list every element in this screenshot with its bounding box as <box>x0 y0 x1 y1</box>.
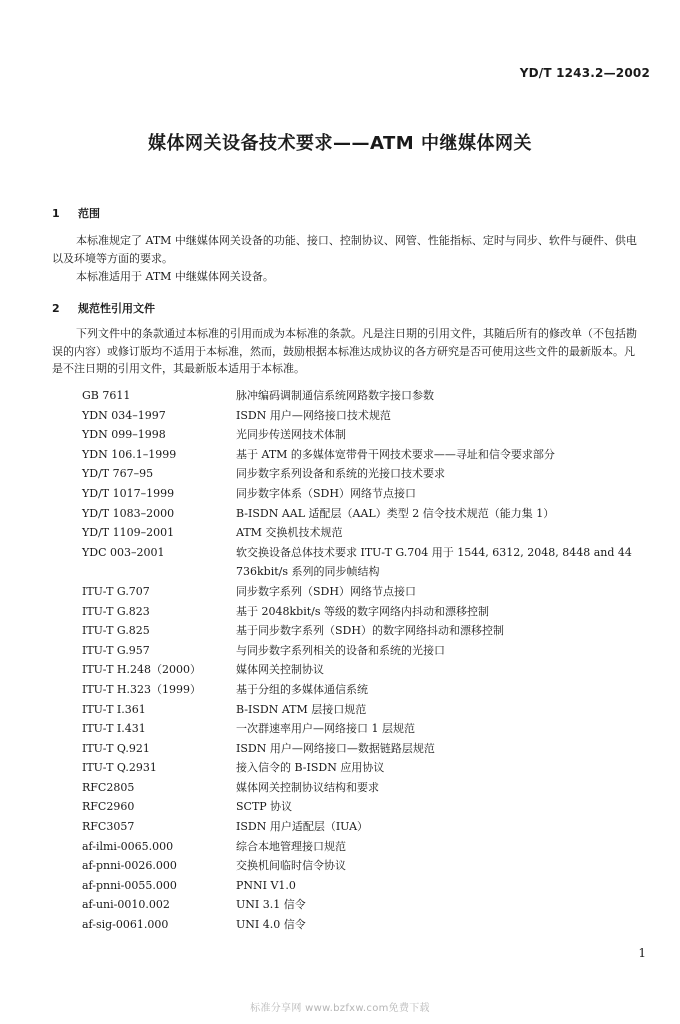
section-1-title: 范围 <box>78 207 100 220</box>
reference-code: ITU-T I.361 <box>82 702 146 716</box>
reference-title: 媒体网关控制协议 <box>236 663 324 677</box>
page-number: 1 <box>638 946 646 960</box>
reference-title: B-ISDN AAL 适配层（AAL）类型 2 信令技术规范（能力集 1） <box>236 506 555 520</box>
reference-title: 交换机间临时信令协议 <box>236 859 346 873</box>
reference-item <box>82 915 652 935</box>
reference-item <box>82 543 652 582</box>
reference-code: af-ilmi-0065.000 <box>82 839 174 853</box>
reference-item <box>82 445 652 465</box>
section-1-paragraph-2 <box>52 268 644 286</box>
reference-item <box>82 739 652 759</box>
section-2-paragraph-1-text: 下列文件中的条款通过本标准的引用而成为本标准的条款。凡是注日期的引用文件，其随后所有的修改单（不包括勘误的内容）或修订版均不适用于本标准，然而，鼓励根据本标准达成协议的各方研究是否可使用这些文件的最新版本。凡是不注日期的引用文件，其最新版本适用于本标准。 <box>52 327 637 375</box>
reference-title: 光同步传送网技术体制 <box>236 428 346 442</box>
reference-item <box>82 504 652 524</box>
reference-item <box>82 680 652 700</box>
reference-item <box>82 856 652 876</box>
reference-item <box>82 817 652 837</box>
reference-item <box>82 406 652 426</box>
reference-title: UNI 4.0 信令 <box>236 918 306 932</box>
reference-title: 基于 2048kbit/s 等级的数字网络内抖动和漂移控制 <box>236 604 489 618</box>
section-1-heading <box>52 205 100 221</box>
reference-code: YD/T 1017–1999 <box>82 486 175 500</box>
reference-item <box>82 621 652 641</box>
reference-item <box>82 386 652 406</box>
reference-item <box>82 778 652 798</box>
reference-code: ITU-T G.707 <box>82 584 150 598</box>
reference-item <box>82 641 652 661</box>
reference-code: RFC3057 <box>82 820 135 834</box>
reference-item <box>82 523 652 543</box>
reference-title: PNNI V1.0 <box>236 878 296 892</box>
reference-item <box>82 660 652 680</box>
reference-item <box>82 425 652 445</box>
reference-title: 基于同步数字系列（SDH）的数字网络抖动和漂移控制 <box>236 624 504 638</box>
reference-title: 与同步数字系列相关的设备和系统的光接口 <box>236 643 445 657</box>
reference-title: 综合本地管理接口规范 <box>236 839 346 853</box>
reference-item <box>82 895 652 915</box>
section-2-heading <box>52 300 155 316</box>
reference-item <box>82 602 652 622</box>
reference-code: af-sig-0061.000 <box>82 918 169 932</box>
reference-code: af-pnni-0026.000 <box>82 859 177 873</box>
reference-item <box>82 464 652 484</box>
reference-code: YD/T 767–95 <box>82 467 154 481</box>
reference-item <box>82 700 652 720</box>
reference-code: ITU-T H.248（2000） <box>82 663 201 677</box>
reference-code: YDN 106.1–1999 <box>82 447 177 461</box>
reference-code: ITU-T I.431 <box>82 722 146 736</box>
reference-code: af-uni-0010.002 <box>82 898 170 912</box>
reference-title: 软交换设备总体技术要求 ITU-T G.704 用于 1544, 6312, 2048, 8448 and 44 736kbit/s 系列的同步帧结构 <box>236 545 632 579</box>
section-1-paragraph-2-text: 本标准适用于 ATM 中继媒体网关设备。 <box>76 270 274 283</box>
reference-title: 基于分组的多媒体通信系统 <box>236 682 368 696</box>
reference-code: YD/T 1109–2001 <box>82 526 175 540</box>
reference-title: SCTP 协议 <box>236 800 293 814</box>
reference-code: GB 7611 <box>82 389 131 402</box>
reference-item <box>82 719 652 739</box>
reference-code: ITU-T G.957 <box>82 643 150 657</box>
reference-code: YDN 034–1997 <box>82 408 166 422</box>
section-2-paragraph-1 <box>52 325 644 378</box>
reference-item <box>82 797 652 817</box>
reference-title: 一次群速率用户—网络接口 1 层规范 <box>236 722 415 736</box>
reference-title: UNI 3.1 信令 <box>236 898 306 912</box>
section-1-paragraph-1 <box>52 232 644 267</box>
reference-item <box>82 484 652 504</box>
reference-code: RFC2805 <box>82 780 135 794</box>
section-1-paragraph-1-text: 本标准规定了 ATM 中继媒体网关设备的功能、接口、控制协议、网管、性能指标、定时与同步、软件与硬件、供电以及环境等方面的要求。 <box>52 234 637 265</box>
reference-code: ITU-T Q.2931 <box>82 761 157 775</box>
reference-title: ISDN 用户适配层（IUA） <box>236 820 369 834</box>
document-title: 媒体网关设备技术要求——ATM 中继媒体网关 <box>148 133 532 154</box>
reference-code: YD/T 1083–2000 <box>82 506 175 520</box>
reference-title: 同步数字系列（SDH）网络节点接口 <box>236 584 416 598</box>
reference-code: af-pnni-0055.000 <box>82 878 177 892</box>
reference-item <box>82 837 652 857</box>
section-2-title: 规范性引用文件 <box>78 302 155 315</box>
reference-code: YDN 099–1998 <box>82 428 166 442</box>
reference-code: YDC 003–2001 <box>82 545 165 559</box>
reference-title: 媒体网关控制协议结构和要求 <box>236 780 379 794</box>
reference-title: B-ISDN ATM 层接口规范 <box>236 702 367 716</box>
section-1-number: 1 <box>52 207 60 220</box>
section-2-number: 2 <box>52 302 60 315</box>
reference-title: 接入信令的 B-ISDN 应用协议 <box>236 761 385 775</box>
reference-item <box>82 876 652 896</box>
reference-title: 基于 ATM 的多媒体宽带骨干网技术要求——寻址和信令要求部分 <box>236 447 555 461</box>
reference-code: ITU-T G.823 <box>82 604 150 618</box>
reference-code: ITU-T G.825 <box>82 624 150 638</box>
reference-item <box>82 582 652 602</box>
reference-title: 同步数字系列设备和系统的光接口技术要求 <box>236 467 445 481</box>
reference-title: 脉冲编码调制通信系统网路数字接口参数 <box>236 389 434 402</box>
reference-title: ISDN 用户—网络接口技术规范 <box>236 408 391 422</box>
watermark-footer: 标准分享网 www.bzfxw.com免费下载 <box>250 1003 430 1014</box>
reference-list <box>82 386 652 935</box>
reference-title: ISDN 用户—网络接口—数据链路层规范 <box>236 741 435 755</box>
reference-title: 同步数字体系（SDH）网络节点接口 <box>236 486 416 500</box>
reference-code: ITU-T Q.921 <box>82 741 150 755</box>
reference-code: RFC2960 <box>82 800 135 814</box>
standard-number: YD/T 1243.2—2002 <box>519 66 650 80</box>
reference-item <box>82 758 652 778</box>
reference-code: ITU-T H.323（1999） <box>82 682 201 696</box>
reference-title: ATM 交换机技术规范 <box>236 526 343 540</box>
